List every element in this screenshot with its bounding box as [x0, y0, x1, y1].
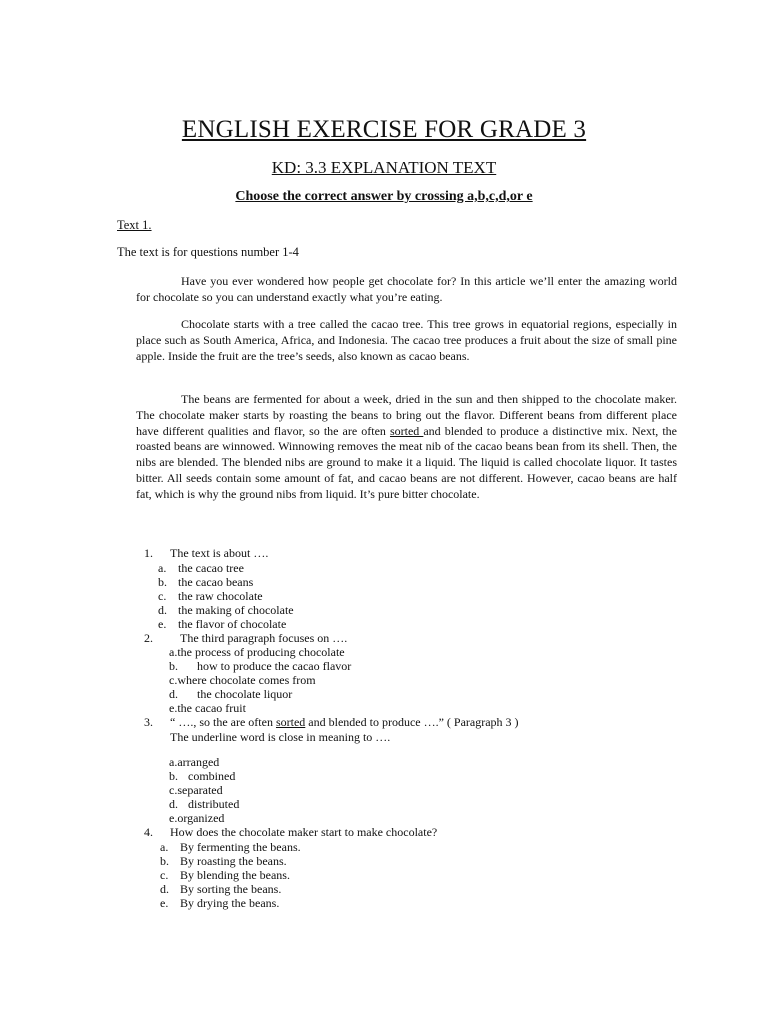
question-text: How does the chocolate maker start to make chocolate?: [170, 825, 438, 839]
paragraph-3-text-start: The beans are fermented for about a week, dried in the sun and then shipped to the chocolate maker. The chocolate maker starts by roasting the beans to bring out the flavor. Different beans from different place have different qualities and flavor, so the are often: [136, 392, 677, 438]
question-number: 3.: [144, 715, 153, 729]
option-2b[interactable]: b. how to produce the cacao flavor: [169, 659, 352, 673]
option-4a[interactable]: a. By fermenting the beans.: [160, 840, 301, 854]
page-title: ENGLISH EXERCISE FOR GRADE 3: [181, 116, 587, 143]
option-1c[interactable]: c. the raw chocolate: [158, 589, 263, 603]
option-1a[interactable]: a. the cacao tree: [158, 561, 244, 575]
option-3d[interactable]: d. distributed: [169, 797, 240, 811]
question-number: 1.: [144, 546, 153, 560]
option-4c[interactable]: c. By blending the beans.: [160, 868, 290, 882]
text-note: The text is for questions number 1-4: [117, 245, 299, 259]
option-3b[interactable]: b. combined: [169, 769, 236, 783]
question-text: The text is about ….: [170, 546, 269, 560]
page-subtitle: KD: 3.3 EXPLANATION TEXT: [271, 158, 497, 177]
instruction: Choose the correct answer by crossing a,b,c,d,or e: [235, 189, 533, 204]
text-label: Text 1.: [117, 218, 152, 232]
question-text-start: “ …., so the are often: [170, 715, 276, 729]
option-2d[interactable]: d. the chocolate liquor: [169, 687, 293, 701]
question-1: [144, 546, 268, 560]
passage-paragraph-2: Chocolate starts with a tree called the cacao tree. This tree grows in equatorial regions, especially in place such as South America, Africa, and Indonesia. The cacao tree produces a fruit about the size of small pine apple. Inside the fruit are the tree’s seeds, also known as cacao beans.: [136, 317, 677, 363]
question-4: [144, 825, 437, 839]
question-3-line-2: The underline word is close in meaning to ….: [170, 730, 391, 744]
question-3: [144, 715, 519, 729]
option-2c[interactable]: c.where chocolate comes from: [169, 673, 316, 687]
passage-paragraph-3: [136, 392, 677, 503]
question-underlined-word: sorted: [275, 715, 306, 729]
passage-paragraph-1: Have you ever wondered how people get chocolate for? In this article we’ll enter the amazing world for chocolate so you can understand exactly what you’re eating.: [136, 274, 677, 304]
underlined-word: sorted: [389, 423, 424, 438]
paragraph-3-text-end: and blended to produce a distinctive mix. Next, the roasted beans are winnowed. Winnowing removes the meat nib of the cacao beans bean from its shell. Then, the nibs are blended. The blended nibs are ground to make it a liquid. The liquid is called chocolate liquor. It tastes bitter. All seeds contain some amount of fat, and cacao beans are not different. However, cacao beans are half fat, which is why the ground nibs from liquid. It’s pure bitter chocolate.: [136, 423, 677, 501]
question-number: 4.: [144, 825, 153, 839]
option-1e[interactable]: e. the flavor of chocolate: [158, 617, 287, 631]
option-4d[interactable]: d. By sorting the beans.: [160, 882, 282, 896]
option-3a[interactable]: a.arranged: [169, 755, 220, 769]
question-2: [144, 631, 347, 645]
question-number: 2.: [144, 631, 153, 645]
option-2e[interactable]: e.the cacao fruit: [169, 701, 246, 715]
option-2a[interactable]: a.the process of producing chocolate: [169, 645, 345, 659]
option-1d[interactable]: d. the making of chocolate: [158, 603, 294, 617]
option-3c[interactable]: c.separated: [169, 783, 223, 797]
option-4e[interactable]: e. By drying the beans.: [160, 896, 280, 910]
option-1b[interactable]: b. the cacao beans: [158, 575, 254, 589]
question-text-end: and blended to produce ….” ( Paragraph 3 ): [305, 715, 519, 729]
option-3e[interactable]: e.organized: [169, 811, 225, 825]
option-4b[interactable]: b. By roasting the beans.: [160, 854, 287, 868]
question-text: The third paragraph focuses on ….: [180, 631, 348, 645]
